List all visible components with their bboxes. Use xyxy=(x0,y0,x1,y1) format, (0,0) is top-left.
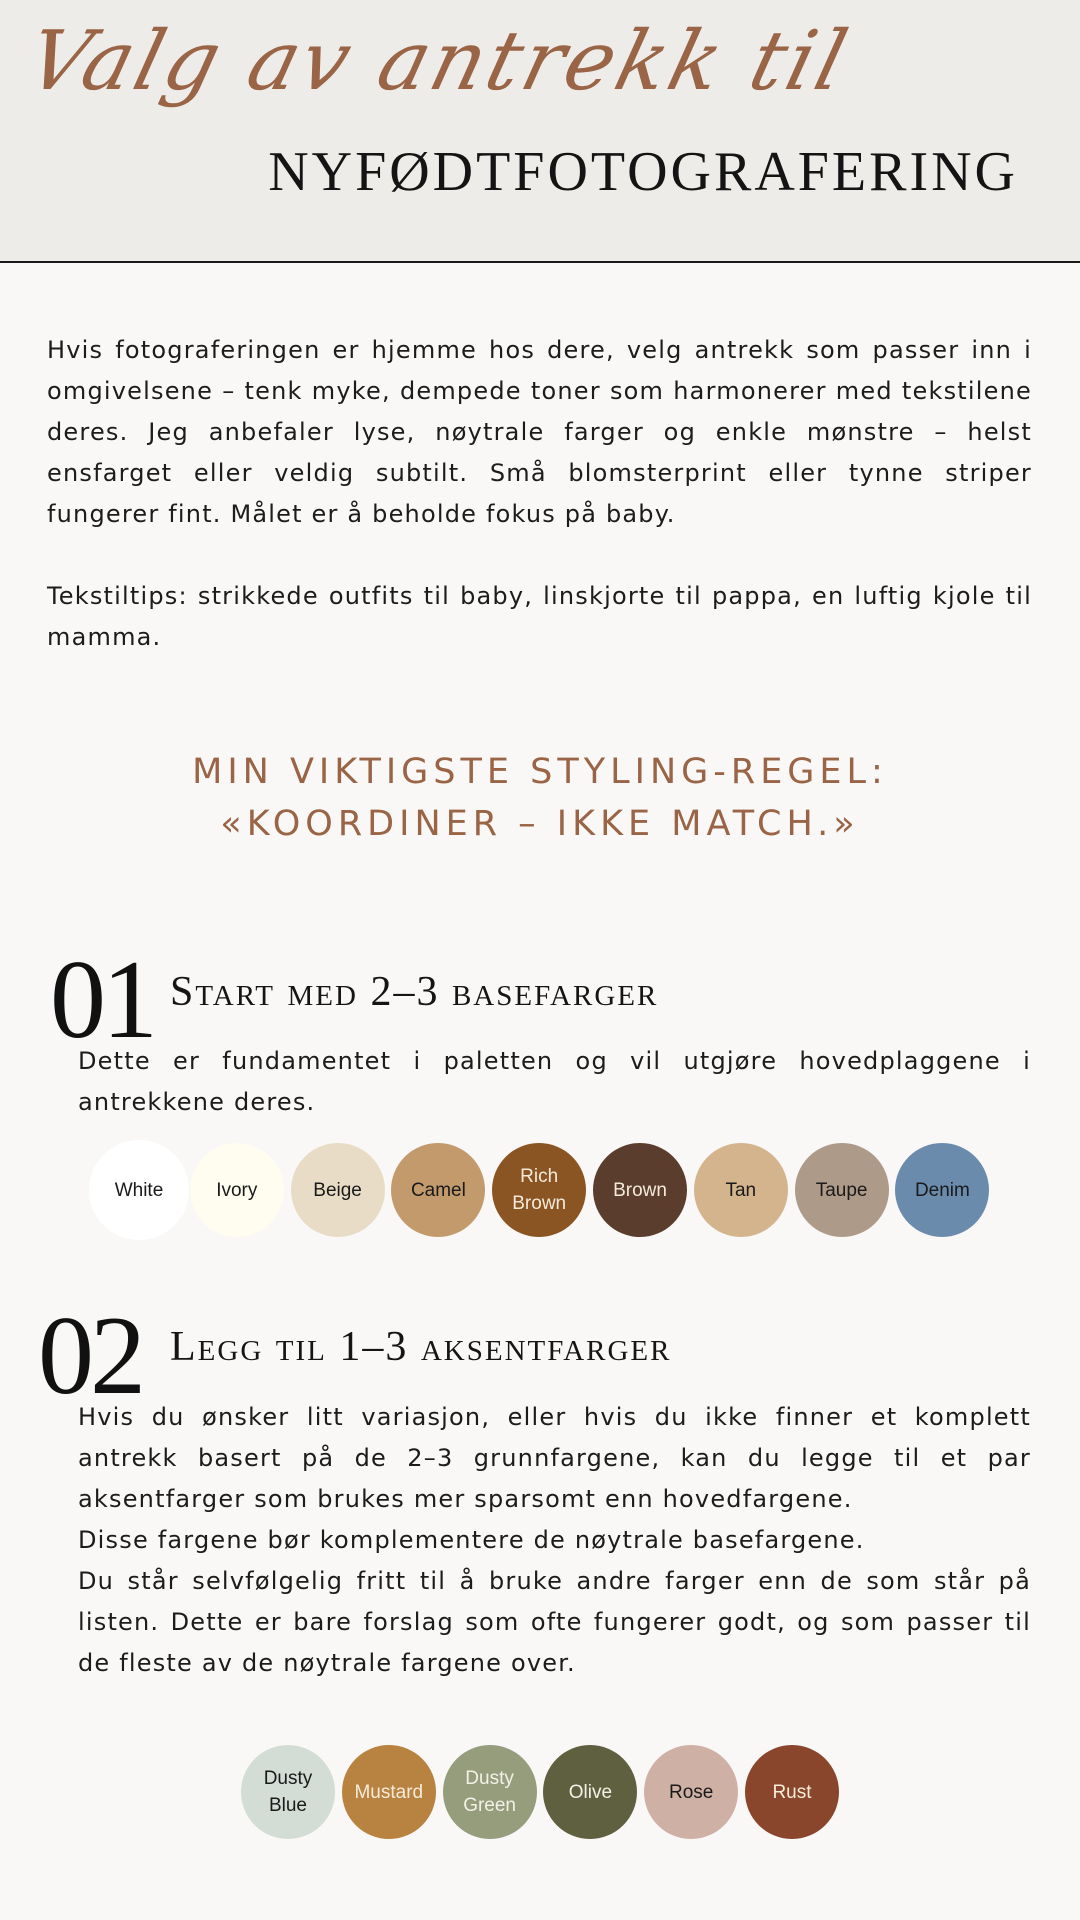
styling-rule-line2: «KOORDINER – IKKE MATCH.» xyxy=(220,804,860,844)
color-swatch-mustard: Mustard xyxy=(342,1745,436,1839)
tips-paragraph: Tekstiltips: strikkede outfits til baby, linskjorte til pappa, en luftig kjole til mamma. xyxy=(47,582,1032,651)
intro-paragraph: Hvis fotograferingen er hjemme hos dere, velg antrekk som passer inn i omgivelsene – tenk myke, dempede toner som harmonerer med tekstilene deres. Jeg anbefaler lyse, nøytrale farger og enkle mønstre – helst ensfarget eller veldig subtilt. Små blomsterprint eller tynne striper fungerer fint. Målet er å beholde fokus på baby. xyxy=(47,336,1032,528)
color-swatch-dusty-blue: Dusty Blue xyxy=(241,1745,335,1839)
color-swatch-denim: Denim xyxy=(895,1143,989,1237)
header xyxy=(0,0,1080,263)
color-swatch-tan: Tan xyxy=(694,1143,788,1237)
color-swatch-olive: Olive xyxy=(543,1745,637,1839)
page-title: NYFØDTFOTOGRAFERING xyxy=(268,141,1018,203)
color-swatch-beige: Beige xyxy=(291,1143,385,1237)
section-2-text-line: Du står selvfølgelig fritt til å bruke andre farger enn de som står på listen. Dette er bare forslag som ofte fungerer godt, og som passer til de fleste av de nøytrale fargene over. xyxy=(78,1567,1031,1677)
color-swatch-white: White xyxy=(89,1140,189,1240)
color-swatch-camel: Camel xyxy=(391,1143,485,1237)
section-1-text: Dette er fundamentet i paletten og vil utgjøre hovedplaggene i antrekkene deres. xyxy=(78,1047,1031,1116)
color-swatch-rust: Rust xyxy=(745,1745,839,1839)
color-swatch-rich-brown: Rich Brown xyxy=(492,1143,586,1237)
color-swatch-ivory: Ivory xyxy=(190,1143,284,1237)
section-1-number: 01 xyxy=(50,938,154,1062)
section-1-title: Start med 2–3 basefarger xyxy=(170,969,659,1015)
section-2-number: 02 xyxy=(38,1294,142,1418)
styling-rule xyxy=(0,746,1080,850)
script-title: Valg av antrekk til xyxy=(18,14,859,109)
section-2-text-line: Disse fargene bør komplementere de nøytrale basefargene. xyxy=(78,1526,865,1554)
color-swatch-dusty-green: Dusty Green xyxy=(443,1745,537,1839)
section-2-title: Legg til 1–3 aksentfarger xyxy=(170,1324,672,1370)
section-2-text-line: Hvis du ønsker litt variasjon, eller hvis du ikke finner et komplett antrekk basert på de 2–3 grunnfargene, kan du legge til et par aksentfarger som brukes mer sparsomt enn hovedfargene. xyxy=(78,1403,1031,1513)
color-swatch-rose: Rose xyxy=(644,1745,738,1839)
color-swatch-brown: Brown xyxy=(593,1143,687,1237)
styling-rule-line1: MIN VIKTIGSTE STYLING-REGEL: xyxy=(192,752,888,792)
section-2-text xyxy=(78,1397,1031,1684)
color-swatch-taupe: Taupe xyxy=(795,1143,889,1237)
